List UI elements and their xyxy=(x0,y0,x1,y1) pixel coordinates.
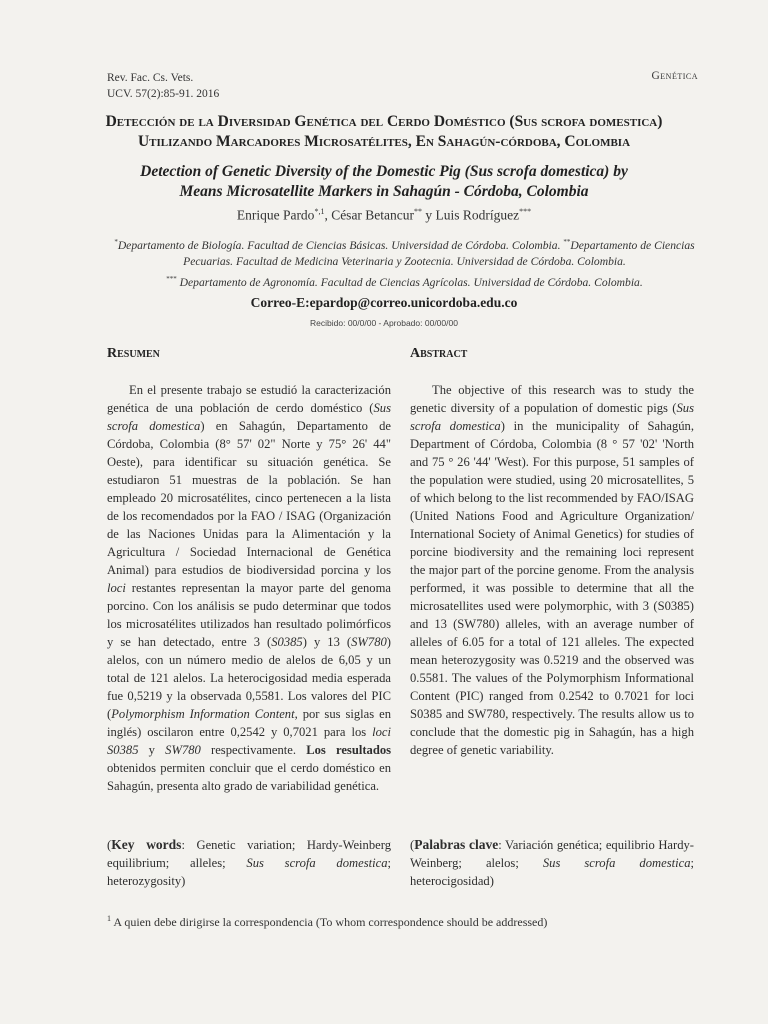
author-1-mark: *,1 xyxy=(314,207,325,216)
resumen-text: restantes representan la mayor parte del genoma porcino. Con los análisis se pudo determinar que todos los microsatélites utilizados han resultado polimórficos y se han detectado, entre 3 ( xyxy=(107,581,391,649)
resumen-italic: SW780 xyxy=(165,743,201,757)
resumen-text: En el presente trabajo se estudió la caracterización genética de una población de cerdo doméstico ( xyxy=(107,383,391,415)
resumen-text: obtenidos permiten concluir que el cerdo doméstico en Sahagún, presenta alto grado de variabilidad genética. xyxy=(107,761,391,793)
contact-email: Correo-E:epardop@correo.unicordoba.edu.co xyxy=(250,295,518,310)
resumen-text: ) en Sahagún, Departamento de Córdoba, Colombia (8° 57' 02" Norte y 75° 26' 44" Oeste), para identificar su situación genética. Se estudiaron 51 muestras de la población. Se han empleado 20 microsatélites, cinco pertenecen a la lista de los recomendados por la FAO / ISAG (Organización de las Naciones Unidas para la Alimentación y la Agricultura / Sociedad Internacional de Genética Animal) para estudios de biodiversidad porcina y los xyxy=(107,419,391,577)
keywords-species: Sus scrofa domestica xyxy=(246,856,388,870)
title-english-line2: Means Microsatellite Markers in Sahagún - Córdoba, Colombia xyxy=(179,183,589,200)
resumen-text: ) alelos, con un número medio de alelos de 6,05 y un total de 121 alelos. La heterocigosidad media esperada fue 0,5219 y la observada 0,5581. Los valores del PIC ( xyxy=(107,635,391,721)
journal-volume: UCV. 57(2):85-91. 2016 xyxy=(107,88,220,100)
resumen-paragraph xyxy=(107,381,391,795)
title-english xyxy=(90,162,678,202)
abstract-body xyxy=(410,381,694,759)
author-list xyxy=(60,207,708,224)
affil-1: Departamento de Biología. Facultad de Ciencias Básicas. Universidad de Córdoba. Colombia. xyxy=(117,238,564,252)
resumen-body xyxy=(107,381,391,795)
affil-3: Departamento de Agronomía. Facultad de Ciencias Agrícolas. Universidad de Córdoba. Colombia. xyxy=(176,275,643,289)
abstract-text: The objective of this research was to study the genetic diversity of a population of domestic pigs ( xyxy=(410,383,694,415)
keywords-label: Key words xyxy=(111,837,182,852)
journal-citation xyxy=(107,70,219,102)
resumen-text: y xyxy=(138,743,166,757)
keywords-end: ; heterozygosity) xyxy=(107,856,391,888)
resumen-italic: SW780 xyxy=(351,635,387,649)
resumen-text: ) y 13 ( xyxy=(302,635,352,649)
affiliations xyxy=(112,234,697,291)
resumen-bold: Los resultados xyxy=(306,743,392,757)
resumen-species: Sus scrofa domestica xyxy=(107,401,391,433)
title-spanish-line1: Detección de la Diversidad Genética del Cerdo Doméstico (Sus scrofa domestica) xyxy=(105,113,663,130)
title-spanish xyxy=(60,112,708,152)
resumen-text: respectivamente. xyxy=(200,743,307,757)
title-spanish-line2: Utilizando Marcadores Microsatélites, En Sahagún-córdoba, Colombia xyxy=(137,133,631,150)
resumen-italic: loci xyxy=(107,581,126,595)
author-2: , César Betancur xyxy=(324,207,415,223)
resumen-italic: loci S0385 xyxy=(107,725,391,757)
keywords-block xyxy=(107,836,391,890)
affil-3-mark: *** xyxy=(166,274,177,283)
received-dates: Recibido: 00/0/00 - Aprobado: 00/00/00 xyxy=(310,318,458,328)
palabras-open: ( xyxy=(410,838,415,852)
abstract-paragraph xyxy=(410,381,694,759)
palabras-end: ; heterocigosidad) xyxy=(410,856,694,888)
abstract-heading: Abstract xyxy=(410,346,468,361)
resumen-italic: Polymorphism Information Content xyxy=(111,707,295,721)
keywords-paragraph xyxy=(107,836,391,890)
section-tag: Genética xyxy=(651,70,698,82)
palabras-species: Sus scrofa domestica xyxy=(542,856,691,870)
title-english-line1: Detection of Genetic Diversity of the Domestic Pig (Sus scrofa domestica) by xyxy=(140,163,628,180)
affil-1-mark: * xyxy=(114,238,118,246)
palabras-label: Palabras clave xyxy=(414,837,499,852)
footnote-mark: 1 xyxy=(107,914,111,923)
resumen-text: , por sus siglas en inglés) oscilaron entre 0,2542 y 0,7021 para los xyxy=(107,707,391,739)
abstract-species: Sus scrofa domestica xyxy=(410,401,694,433)
palabras-paragraph xyxy=(410,836,694,890)
author-3-mark: *** xyxy=(519,207,532,216)
author-3: y Luis Rodríguez xyxy=(422,207,520,223)
footnote-text: A quien debe dirigirse la correspondencia (To whom correspondence should be addressed) xyxy=(111,915,548,929)
resumen-heading: Resumen xyxy=(107,346,160,361)
palabras-block xyxy=(410,836,694,890)
affil-2: Departamento de Ciencias Pecuarias. Facultad de Medicina Veterinaria y Zootecnia. Universidad de Córdoba. Colombia. xyxy=(183,238,695,269)
affil-2-mark: ** xyxy=(563,238,571,246)
resumen-italic: S0385 xyxy=(271,635,303,649)
abstract-text: ) in the municipality of Sahagún, Department of Córdoba, Colombia (8 ° 57 '02' 'North and 75 ° 26 '44' 'West). For this purpose, 51 samples of the population were studied, using 20 microsatellites, 5 of which belong to the list recommended by FAO/ISAG (United Nations Food and Agriculture Organization/ International Society of Animal Genetics) for studies of porcine biodiversity and the remaining loci represent the major part of the porcine genome. From the analysis performed, it was possible to determine that all the microsatellites used were polymorphic, with 3 (S0385) and 13 (SW780) alleles, with an average number of alleles of 6.05 for a total of 121 alleles. The expected mean heterozygosity was 0.5219 and the observed was 0.5581. The values of the Polymorphism Informational Content (PIC) ranged from 0.2542 to 0.7021 for loci S0385 and SW780, respectively. The results allow us to conclude that the domestic pig in Sahagún, has a high degree of genetic variability. xyxy=(410,419,694,757)
author-1: Enrique Pardo xyxy=(236,207,315,223)
correspondence-footnote xyxy=(107,914,547,930)
author-2-mark: ** xyxy=(414,207,423,216)
palabras-text: : Variación genética; equilibrio Hardy-Weinberg; alelos; xyxy=(410,838,694,870)
keywords-text: : Genetic variation; Hardy-Weinberg equilibrium; alleles; xyxy=(107,838,391,870)
keywords-open: ( xyxy=(107,838,112,852)
journal-name: Rev. Fac. Cs. Vets. xyxy=(107,72,194,84)
